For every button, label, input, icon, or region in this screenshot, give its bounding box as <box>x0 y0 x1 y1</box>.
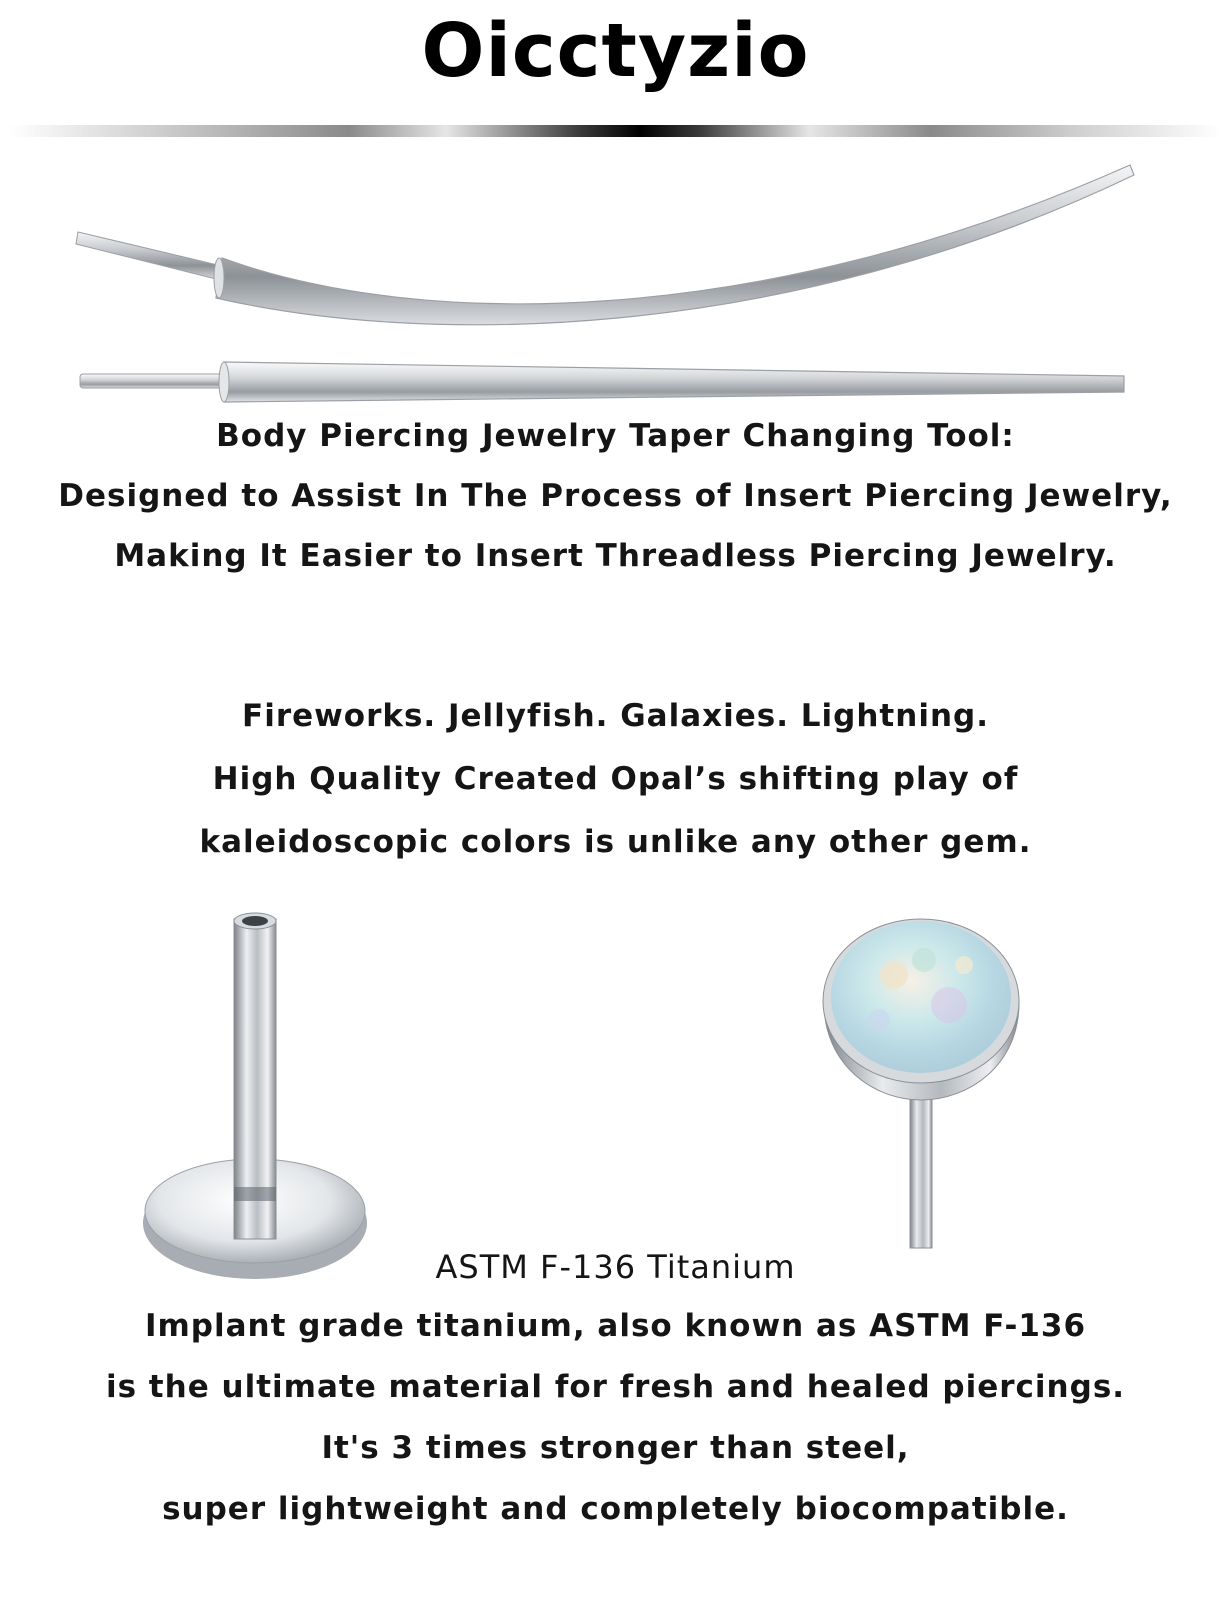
titanium-line: Implant grade titanium, also known as ASTM F-136 <box>144 1308 1087 1344</box>
opal-top-image <box>814 905 1034 1255</box>
taper-description <box>0 406 1231 586</box>
titanium-heading: ASTM F-136 Titanium <box>435 1248 796 1286</box>
taper-line: Body Piercing Jewelry Taper Changing Tool: <box>216 418 1015 454</box>
opal-description <box>0 685 1231 874</box>
curved-taper-image <box>0 0 1231 420</box>
titanium-line: is the ultimate material for fresh and healed piercings. <box>105 1369 1126 1405</box>
taper-line: Making It Easier to Insert Threadless Piercing Jewelry. <box>114 538 1117 574</box>
labret-post-image <box>140 905 380 1285</box>
opal-line: High Quality Created Opal’s shifting play of <box>212 761 1019 797</box>
taper-line: Designed to Assist In The Process of Insert Piercing Jewelry, <box>58 478 1173 514</box>
titanium-line: It's 3 times stronger than steel, <box>321 1430 910 1466</box>
opal-line: Fireworks. Jellyfish. Galaxies. Lightning. <box>242 698 989 734</box>
brand-logo: Oicctyzio <box>421 8 810 94</box>
titanium-description <box>0 1296 1231 1540</box>
titanium-line: super lightweight and completely biocompatible. <box>162 1491 1069 1527</box>
opal-line: kaleidoscopic colors is unlike any other gem. <box>199 824 1032 860</box>
